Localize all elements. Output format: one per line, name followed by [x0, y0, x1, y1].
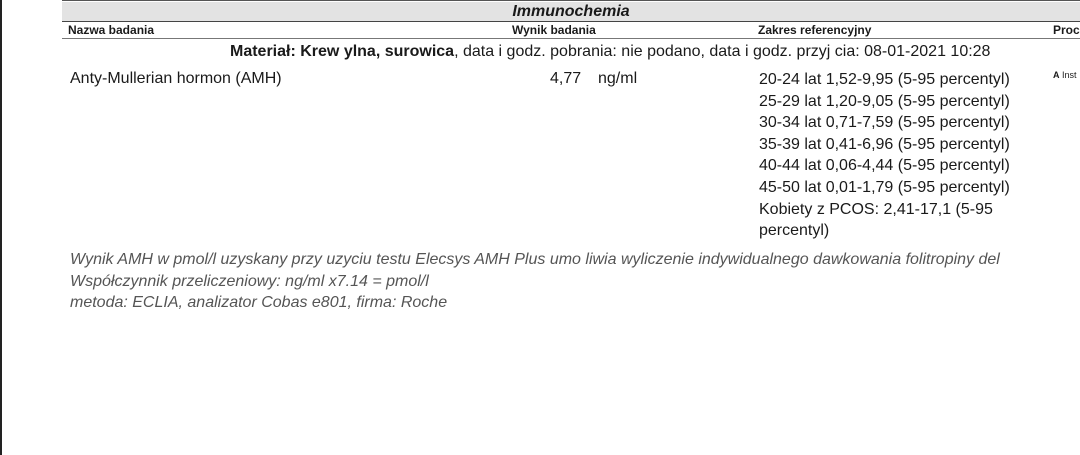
- column-header-result: Wynik badania: [512, 23, 596, 37]
- material-details: , data i godz. pobrania: nie podano, data i godz. przyj cia: 08-01-2021 10:28: [454, 43, 991, 60]
- reference-range-line: 30-34 lat 0,71-7,59 (5-95 percentyl): [759, 114, 1010, 132]
- material-label: Materiał: Krew ylna, surowica: [230, 43, 455, 60]
- procedure-marker: [1053, 69, 1077, 81]
- material-info: [230, 42, 990, 62]
- column-header-name: Nazwa badania: [68, 23, 155, 37]
- procedure-marker-text: Inst: [1062, 70, 1077, 80]
- column-header-procedure: Proc: [1053, 23, 1080, 37]
- column-header-reference: Zakres referencyjny: [758, 23, 872, 37]
- reference-range-line: 20-24 lat 1,52-9,95 (5-95 percentyl): [759, 71, 1010, 88]
- top-rule: [62, 0, 1080, 1]
- reference-range-line: 35-39 lat 0,41-6,96 (5-95 percentyl): [759, 135, 1010, 153]
- result-unit: ng/ml: [598, 70, 638, 87]
- reference-range-line: 40-44 lat 0,06-4,44 (5-95 percentyl): [759, 157, 1010, 175]
- header-divider: [62, 38, 1080, 39]
- result-notes: [70, 249, 1000, 314]
- reference-range-line: 45-50 lat 0,01-1,79 (5-95 percentyl): [759, 178, 1010, 196]
- reference-ranges: [759, 69, 1049, 242]
- note-line: Wynik AMH w pmol/l uzyskany przy uzyciu testu Elecsys AMH Plus umo liwia wyliczenie indywidualnego dawkowania folitropiny del: [70, 251, 1000, 268]
- note-line: metoda: ECLIA, analizator Cobas e801, firma: Roche: [70, 294, 448, 311]
- section-title: Immunochemia: [62, 2, 1080, 22]
- test-name: Anty-Mullerian hormon (AMH): [70, 70, 282, 87]
- note-line: Współczynnik przeliczeniowy: ng/ml x7.14 = pmol/l: [70, 272, 429, 290]
- reference-range-pcos: Kobiety z PCOS: 2,41-17,1 (5-95 percentyl): [759, 200, 993, 240]
- procedure-marker-letter: A: [1053, 70, 1060, 80]
- result-value: 4,77: [550, 70, 582, 87]
- page-left-border: [0, 0, 2, 455]
- reference-range-line: 25-29 lat 1,20-9,05 (5-95 percentyl): [759, 92, 1010, 110]
